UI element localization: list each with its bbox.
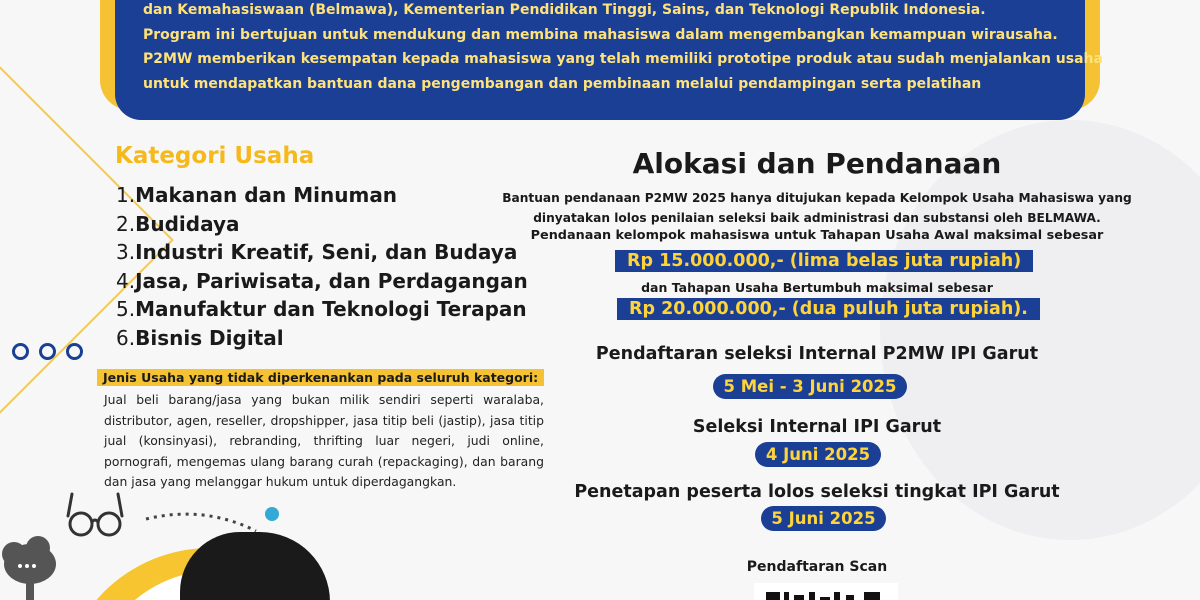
circle-dots-icon <box>12 343 83 360</box>
alokasi-title: Alokasi dan Pendanaan <box>632 147 1002 180</box>
alokasi-desc-line: dinyatakan lolos penilaian seleksi baik administrasi dan substansi oleh BELMAWA. <box>533 210 1101 225</box>
kategori-number: 1. <box>116 183 136 207</box>
kategori-item <box>116 324 528 353</box>
qr-code-icon[interactable] <box>754 583 898 600</box>
schedule-date-badge: 5 Juni 2025 <box>761 506 886 531</box>
banner-line: Program ini bertujuan untuk mendukung dan membina mahasiswa dalam mengembangkan kemampuan wirausaha. <box>143 26 1058 43</box>
awal-amount: Rp 15.000.000,- (lima belas juta rupiah) <box>615 250 1033 272</box>
banner-line: P2MW memberikan kesempatan kepada mahasiswa yang telah memiliki prototipe produk atau sudah menjalankan usaha <box>143 51 1103 67</box>
kategori-label: Makanan dan Minuman <box>135 183 398 207</box>
glasses-icon <box>64 492 126 538</box>
kategori-number: 6. <box>116 325 136 350</box>
kategori-item <box>116 295 528 324</box>
kategori-number: 4. <box>116 268 136 293</box>
cloud-chat-icon <box>0 536 60 600</box>
kategori-label: Budidaya <box>135 211 240 236</box>
dotted-line-decoration <box>144 505 264 535</box>
kategori-number: 2. <box>116 211 136 236</box>
bertumbuh-amount: Rp 20.000.000,- (dua puluh juta rupiah). <box>617 298 1040 320</box>
schedule-date-badge: 4 Juni 2025 <box>755 442 881 467</box>
bertumbuh-label: dan Tahapan Usaha Bertumbuh maksimal sebesar <box>641 280 993 295</box>
teal-dot-decoration <box>265 507 279 521</box>
kategori-number: 5. <box>116 297 136 322</box>
kategori-label: Manufaktur dan Teknologi Terapan <box>135 297 527 322</box>
kategori-title: Kategori Usaha <box>115 143 315 169</box>
schedule-date-badge: 5 Mei - 3 Juni 2025 <box>713 374 907 399</box>
kategori-label: Industri Kreatif, Seni, dan Budaya <box>135 240 518 265</box>
kategori-number: 3. <box>116 240 136 265</box>
intro-banner <box>115 0 1103 120</box>
banner-line: untuk mendapatkan bantuan dana pengembangan dan pembinaan melalui pendampingan serta pelatihan <box>143 75 982 92</box>
background-blob <box>880 120 1200 540</box>
kategori-item <box>116 210 528 239</box>
scan-label: Pendaftaran Scan <box>746 559 888 575</box>
kategori-label: Jasa, Pariwisata, dan Perdagangan <box>135 268 528 293</box>
awal-label: Pendanaan kelompok mahasiswa untuk Tahapan Usaha Awal maksimal sebesar <box>530 228 1104 243</box>
kategori-item <box>116 181 528 210</box>
kategori-list <box>116 181 528 353</box>
schedule-title: Pendaftaran seleksi Internal P2MW IPI Garut <box>595 344 1039 364</box>
kategori-label: Bisnis Digital <box>135 325 284 350</box>
larangan-title: Jenis Usaha yang tidak diperkenankan pada seluruh kategori: <box>97 369 544 386</box>
larangan-text: Jual beli barang/jasa yang bukan milik sendiri seperti waralaba, distributor, agen, reseller, dropshipper, jasa titip beli (jastip), jasa titip jual (konsinyasi), rebranding, thrifting luar negeri, judi online, pornografi, mengemas ulang barang curah (repackaging), dan barang dan jasa yang melanggar hukum untuk diperdagangkan. <box>104 392 544 490</box>
kategori-item <box>116 267 528 296</box>
character-illustration <box>180 532 330 600</box>
schedule-title: Penetapan peserta lolos seleksi tingkat IPI Garut <box>574 482 1060 502</box>
banner-line: dan Kemahasiswaan (Belmawa), Kementerian Pendidikan Tinggi, Sains, dan Teknologi Republik Indonesia. <box>143 2 986 18</box>
alokasi-desc-line: Bantuan pendanaan P2MW 2025 hanya ditujukan kepada Kelompok Usaha Mahasiswa yang <box>502 191 1132 205</box>
schedule-title: Seleksi Internal IPI Garut <box>692 417 942 437</box>
kategori-item <box>116 238 528 267</box>
alokasi-description <box>500 189 1134 228</box>
